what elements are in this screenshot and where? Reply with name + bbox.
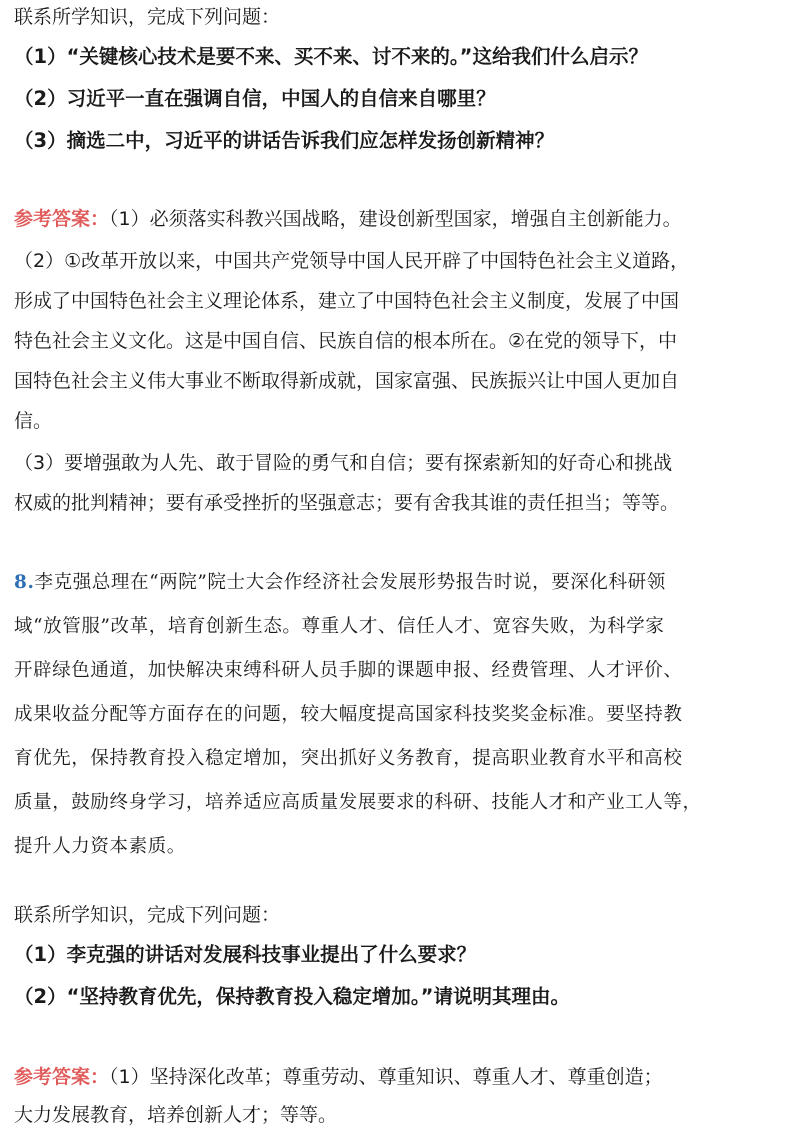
answer-2-line-1 [14, 1064, 663, 1090]
answer-1-line: 权威的批判精神；要有承受挫折的坚强意志；要有舍我其谁的责任担当；等等。 [14, 492, 680, 514]
question-2-2: （2）“坚持教育优先，保持教育投入稳定增加。”请说明其理由。 [14, 985, 570, 1008]
question-8-text: 李克强总理在“两院”院士大会作经济社会发展形势报告时说，要深化科研领 [34, 572, 666, 593]
answer-label: 参考答案： [14, 1066, 110, 1088]
answer-2-part-1: （1）坚持深化改革；尊重劳动、尊重知识、尊重人才、尊重创造； [109, 1066, 663, 1088]
answer-2-line-2: 大力发展教育，培养创新人才；等等。 [14, 1104, 338, 1126]
question-1-2: （2）习近平一直在强调自信，中国人的自信来自哪里？ [14, 87, 496, 110]
answer-1-line: 形成了中国特色社会主义理论体系，建立了中国特色社会主义制度，发展了中国 [14, 290, 680, 312]
question-8-line: 开辟绿色通道，加快解决束缚科研人员手脚的课题申报、经费管理、人才评价、 [14, 660, 683, 681]
answer-1-part-1: （1）必须落实科教兴国战略，建设创新型国家，增强自主创新能力。 [109, 208, 682, 230]
question-8-line: 提升人力资本素质。 [14, 836, 186, 857]
answer-1-line-1 [14, 206, 682, 232]
question-8-line-1 [14, 570, 666, 596]
answer-1-line: （2）①改革开放以来，中国共产党领导中国人民开辟了中国特色社会主义道路， [14, 250, 690, 272]
answer-1-line: （3）要增强敢为人先、敢于冒险的勇气和自信；要有探索新知的好奇心和挑战 [14, 452, 673, 474]
intro-text-1: 联系所学知识，完成下列问题： [14, 6, 281, 28]
answer-1-line: 信。 [14, 410, 53, 432]
answer-1-line: 国特色社会主义伟大事业不断取得新成就，国家富强、民族振兴让中国人更加自 [14, 370, 680, 392]
answer-1-line: 特色社会主义文化。这是中国自信、民族自信的根本所在。②在党的领导下，中 [14, 330, 678, 352]
question-number: 8. [14, 572, 35, 593]
question-1-3: （3）摘选二中，习近平的讲话告诉我们应怎样发扬创新精神？ [14, 129, 555, 152]
question-2-1: （1）李克强的讲话对发展科技事业提出了什么要求？ [14, 943, 477, 966]
question-8-line: 育优先，保持教育投入稳定增加，突出抓好义务教育，提高职业教育水平和高校 [14, 748, 683, 769]
question-8-line: 质量，鼓励终身学习，培养适应高质量发展要求的科研、技能人才和产业工人等， [14, 792, 702, 813]
question-8-line: 成果收益分配等方面存在的问题，较大幅度提高国家科技奖奖金标准。要坚持教 [14, 704, 683, 725]
question-1-1: （1）“关键核心技术是要不来、买不来、讨不来的。”这给我们什么启示？ [14, 45, 648, 68]
answer-label: 参考答案： [14, 208, 110, 230]
intro-text-2: 联系所学知识，完成下列问题： [14, 904, 281, 926]
question-8-line: 域“放管服”改革，培育创新生态。尊重人才、信任人才、宽容失败，为科学家 [14, 616, 665, 637]
